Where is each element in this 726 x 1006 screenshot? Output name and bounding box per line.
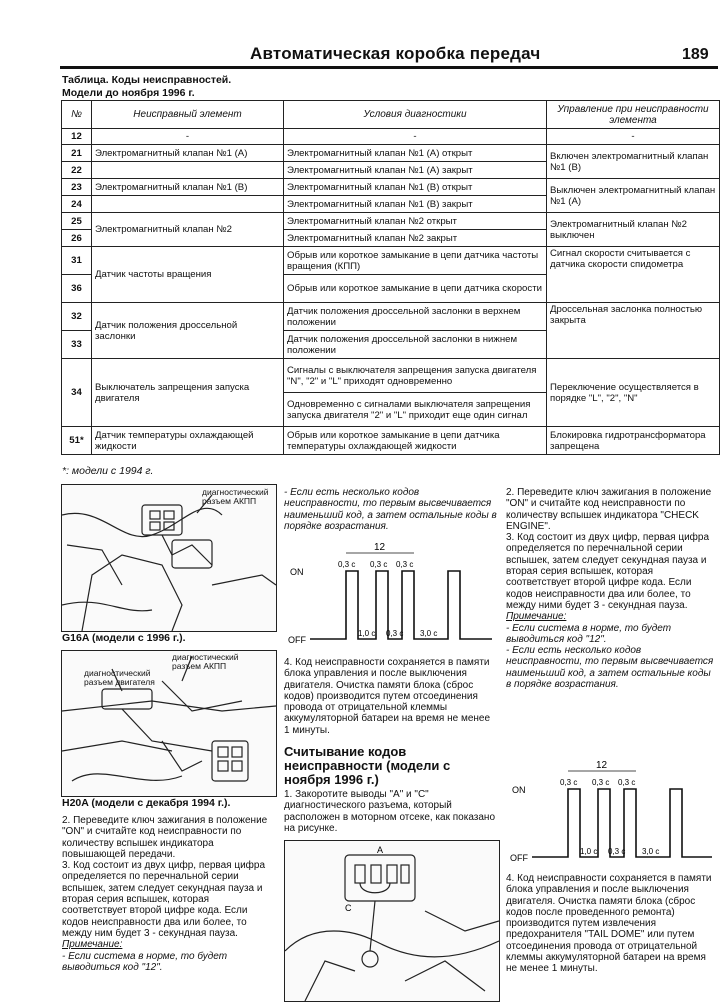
left-step-3: 3. Код состоит из двух цифр, первая цифра определяется по перечнальной серии вспышек, затем следует секундная пауза и вторая серия вспышек, которая соответствует второй цифре кода. Если кодов неисправности два или более, то между ним будет 3 - секундная пауза. bbox=[62, 860, 266, 939]
condition-cell: Обрыв или короткое замыкание в цепи датчика скорости bbox=[284, 275, 547, 303]
fault-codes-table bbox=[61, 100, 720, 455]
code-cell: 25 bbox=[62, 213, 92, 230]
control-cell: Электромагнитный клапан №2 выключен bbox=[547, 213, 720, 247]
pulse-duration-label: 0,3 c bbox=[592, 778, 610, 787]
element-cell: Датчик температуры охлаждающей жидкости bbox=[92, 427, 284, 455]
pause-duration-label: 1,0 c bbox=[580, 847, 598, 856]
pulse-duration-label: 0,3 c bbox=[396, 560, 414, 569]
condition-cell: Датчик положения дроссельной заслонки в верхнем положении bbox=[284, 303, 547, 331]
blink-timing-chart-1 bbox=[284, 541, 498, 653]
table-header-row bbox=[62, 101, 720, 129]
element-cell: Электромагнитный клапан №1 (А) bbox=[92, 145, 284, 162]
element-cell bbox=[92, 162, 284, 179]
connector-drawing bbox=[285, 841, 499, 1001]
pulse-duration-label: 0,3 c bbox=[338, 560, 356, 569]
condition-cell: - bbox=[284, 129, 547, 145]
mid-top-note: - Если есть несколько кодов неисправности, то первым высвечивается наименьший код, а затем остальные коды в порядке возрастания. bbox=[284, 487, 497, 532]
table-row bbox=[62, 427, 720, 455]
engine-bay-drawing bbox=[62, 485, 276, 631]
right-note-2: - Если есть несколько кодов неисправности, то первым высвечивается наименьший код, а затем остальные коды в порядке возрастания. bbox=[506, 645, 714, 691]
section-heading: Считывание кодов неисправности (модели с ноября 1996 г.) bbox=[284, 744, 451, 787]
condition-cell: Датчик положения дроссельной заслонки в нижнем положении bbox=[284, 331, 547, 359]
figure-diag-connector bbox=[284, 840, 500, 1002]
control-cell: Дроссельная заслонка полностью закрыта bbox=[547, 303, 720, 359]
pause-duration-label: 3,0 c bbox=[420, 629, 438, 638]
on-label: ON bbox=[512, 785, 526, 795]
right-note-label: Примечание: bbox=[506, 611, 567, 623]
table-row bbox=[62, 359, 720, 393]
condition-cell: Обрыв или короткое замыкание в цепи датчика температуры охлаждающей жидкости bbox=[284, 427, 547, 455]
off-label: OFF bbox=[510, 853, 528, 863]
table-caption: Таблица. Коды неисправностей. bbox=[62, 74, 232, 86]
element-cell: Электромагнитный клапан №2 bbox=[92, 213, 284, 247]
condition-cell: Электромагнитный клапан №2 закрыт bbox=[284, 230, 547, 247]
right-step-3: 3. Код состоит из двух цифр, первая цифра определяется по перечнальной серии вспышек, затем следует секундная пауза и вторая серия вспышек, которая соответствует второй цифре кода. Если кодов неисправности два или более, то между ними будет 3 - секундная пауза. bbox=[506, 532, 710, 611]
col-header-element: Неисправный элемент bbox=[92, 101, 284, 129]
col-header-control: Управление при неисправности элемента bbox=[547, 101, 720, 129]
code-cell: 32 bbox=[62, 303, 92, 331]
col-header-number: № bbox=[62, 101, 92, 129]
code-label: 12 bbox=[596, 760, 608, 771]
pause-duration-label: 0,3 c bbox=[608, 847, 626, 856]
blink-timing-chart-2 bbox=[506, 759, 718, 867]
fig1-caption: G16A (модели с 1996 г.). bbox=[62, 632, 186, 644]
condition-cell: Электромагнитный клапан №1 (А) закрыт bbox=[284, 162, 547, 179]
left-step-2: 2. Переведите ключ зажигания в положение "ON" и считайте код неисправности по количеству вспышек индикатора повышающей передачи. bbox=[62, 815, 268, 860]
col-header-condition: Условия диагностики bbox=[284, 101, 547, 129]
right-step-4: 4. Код неисправности сохраняется в памяти блока управления и после выключения двигателя. Очистка памяти блока (сброс кодов после проведенного ремонта) производится путем извлечения предохранителя "TAIL DOME" или путем отсоединения провода от отрицательной клеммы аккумуляторной батареи на время не менее 1 минуты. bbox=[506, 873, 712, 975]
element-cell: Выключатель запрещения запуска двигателя bbox=[92, 359, 284, 427]
figure-g16a bbox=[61, 484, 277, 632]
code-cell: 12 bbox=[62, 129, 92, 145]
pulse-duration-label: 0,3 c bbox=[618, 778, 636, 787]
left-text-block bbox=[62, 815, 276, 973]
code-cell: 33 bbox=[62, 331, 92, 359]
element-cell bbox=[92, 196, 284, 213]
page-number: 189 bbox=[682, 46, 709, 63]
control-cell: Переключение осуществляется в порядке "L", "2", "N" bbox=[547, 359, 720, 427]
control-cell: - bbox=[547, 129, 720, 145]
table-row bbox=[62, 247, 720, 275]
element-cell: Датчик положения дроссельной заслонки bbox=[92, 303, 284, 359]
fig2-callout-engine: диагностический разъем двигателя bbox=[84, 668, 155, 687]
mid-step-4: 4. Код неисправности сохраняется в памяти блока управления и после выключения двигателя. Очистка памяти блока (сброс кодов) производится путем отсоединения провода от отрицательной клеммы аккумуляторной батареи на время не менее 1 минуты. bbox=[284, 657, 491, 736]
table-row bbox=[62, 213, 720, 230]
on-label: ON bbox=[290, 567, 304, 577]
code-cell: 21 bbox=[62, 145, 92, 162]
table-row bbox=[62, 145, 720, 162]
page-title: Автоматическая коробка передач bbox=[250, 44, 541, 63]
fig2-caption: H20A (модели с декабря 1994 г.). bbox=[62, 797, 231, 809]
table-row bbox=[62, 303, 720, 331]
code-cell: 51* bbox=[62, 427, 92, 455]
fig2-callout-akpp: диагностический разъем АКПП bbox=[172, 652, 239, 671]
element-cell: - bbox=[92, 129, 284, 145]
pin-a-label: A bbox=[377, 845, 384, 855]
pulse-duration-label: 0,3 c bbox=[560, 778, 578, 787]
table-footnote: *: модели с 1994 г. bbox=[62, 465, 154, 477]
table-subcaption: Модели до ноября 1996 г. bbox=[62, 87, 195, 99]
control-cell: Включен электромагнитный клапан №1 (B) bbox=[547, 145, 720, 179]
condition-cell: Электромагнитный клапан №1 (А) открыт bbox=[284, 145, 547, 162]
off-label: OFF bbox=[288, 635, 306, 645]
code-cell: 22 bbox=[62, 162, 92, 179]
right-text-block bbox=[506, 487, 718, 690]
code-cell: 36 bbox=[62, 275, 92, 303]
control-cell: Блокировка гидротрансформатора запрещена bbox=[547, 427, 720, 455]
table-row bbox=[62, 179, 720, 196]
pause-duration-label: 3,0 c bbox=[642, 847, 660, 856]
header-rule bbox=[60, 66, 718, 69]
control-cell: Выключен электромагнитный клапан №1 (А) bbox=[547, 179, 720, 213]
condition-cell: Обрыв или короткое замыкание в цепи датчика частоты вращения (КПП) bbox=[284, 247, 547, 275]
figure-h20a bbox=[61, 650, 277, 797]
condition-cell: Электромагнитный клапан №2 открыт bbox=[284, 213, 547, 230]
code-cell: 31 bbox=[62, 247, 92, 275]
pin-c-label: C bbox=[345, 903, 352, 913]
pause-duration-label: 0,3 c bbox=[386, 629, 404, 638]
table-row bbox=[62, 129, 720, 145]
left-note: - Если система в норме, то будет выводиться код "12". bbox=[62, 950, 228, 973]
element-cell: Датчик частоты вращения bbox=[92, 247, 284, 303]
code-label: 12 bbox=[374, 542, 386, 553]
left-note-label: Примечание: bbox=[62, 939, 123, 951]
condition-cell: Сигналы с выключателя запрещения запуска двигателя "N", "2" и "L" приходят одновременно bbox=[284, 359, 547, 393]
control-cell: Сигнал скорости считывается с датчика скорости спидометра bbox=[547, 247, 720, 303]
element-cell: Электромагнитный клапан №1 (B) bbox=[92, 179, 284, 196]
right-note-1: - Если система в норме, то будет выводиться код "12". bbox=[506, 622, 672, 645]
mid-step-1: 1. Закоротите выводы "А" и "С" диагностического разъема, который расположен в моторном отсеке, как показано на рисунке. bbox=[284, 789, 496, 834]
condition-cell: Электромагнитный клапан №1 (B) открыт bbox=[284, 179, 547, 196]
fig1-callout: диагностический разъем АКПП bbox=[202, 487, 269, 506]
code-cell: 26 bbox=[62, 230, 92, 247]
code-cell: 34 bbox=[62, 359, 92, 427]
condition-cell: Одновременно с сигналами выключателя запрещения запуска двигателя "2" и "L" приходит еще один сигнал bbox=[284, 393, 547, 427]
condition-cell: Электромагнитный клапан №1 (B) закрыт bbox=[284, 196, 547, 213]
right-step-2: 2. Переведите ключ зажигания в положение "ON" и считайте код неисправности по количеству вспышек индикатора "CHECK ENGINE". bbox=[506, 487, 712, 532]
code-cell: 23 bbox=[62, 179, 92, 196]
pause-duration-label: 1,0 c bbox=[358, 629, 376, 638]
code-cell: 24 bbox=[62, 196, 92, 213]
pulse-duration-label: 0,3 c bbox=[370, 560, 388, 569]
